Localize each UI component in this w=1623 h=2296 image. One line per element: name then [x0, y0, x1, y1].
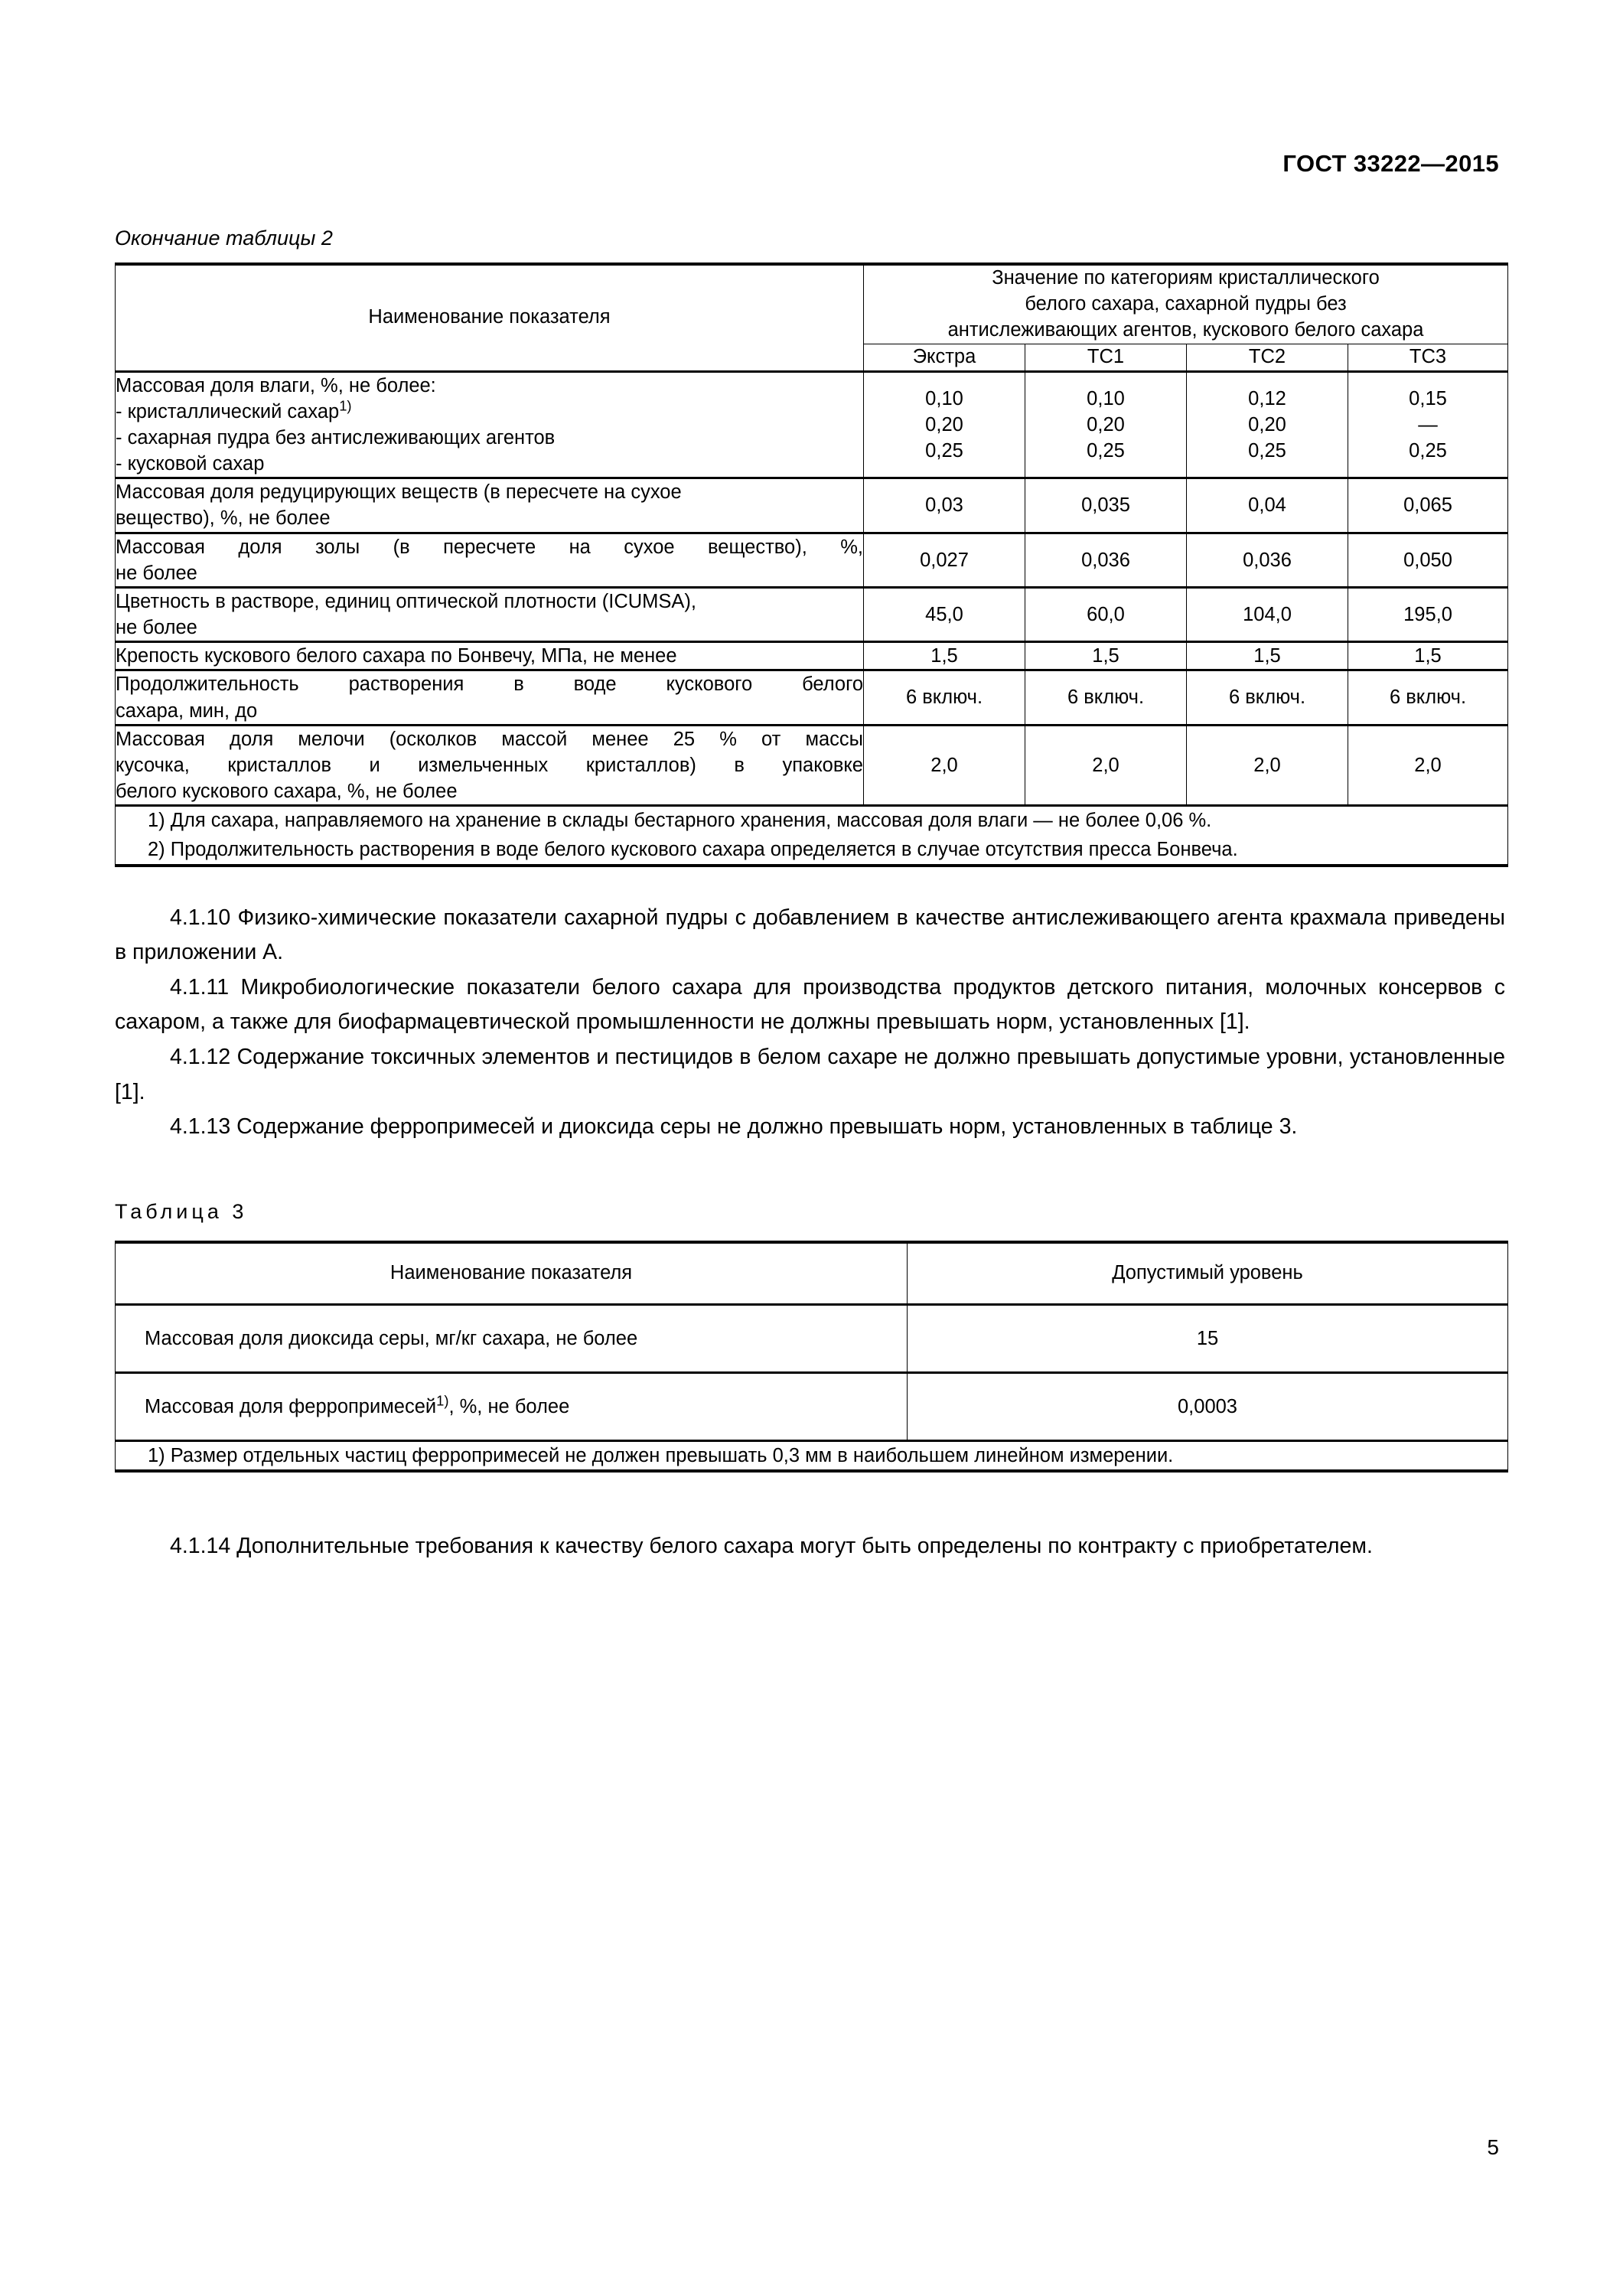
footnote-marker-1: 1)	[436, 1392, 449, 1409]
row5-line1: сахара, мин, до	[116, 700, 258, 722]
table-row	[116, 1372, 1508, 1440]
table-2	[115, 263, 1508, 867]
table3-footnote-1: 1) Размер отдельных частиц ферропримесей не должен превышать 0,3 мм в наибольшем линейном измерении.	[148, 1444, 1174, 1466]
table2-row5-name: Продолжительность растворения в воде кускового белого сахара, мин, до	[116, 670, 864, 725]
table2-row1-val3: 0,065	[1348, 478, 1508, 533]
table2-row4-name: Крепость кускового белого сахара по Бонвечу, МПа, не менее	[116, 642, 864, 670]
table-row	[116, 1304, 1508, 1372]
table2-footnote-2: 2) Продолжительность растворения в воде белого кускового сахара определяется в случае отсутствия пресса Бонвеча.	[148, 839, 1238, 861]
table3-footnotes	[116, 1440, 1508, 1471]
row0-line1: - кристаллический сахар$^{1)}$	[116, 397, 352, 422]
table3-header-row	[116, 1242, 1508, 1304]
paragraph-4-1-13: 4.1.13 Содержание ферропримесей и диоксида серы не должно превышать норм, установленных в таблице 3.	[170, 1114, 1298, 1140]
paragraph-4-1-14: 4.1.14 Дополнительные требования к качеству белого сахара могут быть определены по контракту с приобретателем.	[170, 1534, 1373, 1559]
table2-row3-val1: 60,0	[1025, 587, 1187, 641]
table2-row0-val2: 0,12 0,20 0,25	[1187, 371, 1348, 478]
table2-row3-val2: 104,0	[1187, 587, 1348, 641]
table2-row0-name	[116, 371, 864, 478]
table2-column-ts3: ТС3	[1348, 344, 1508, 371]
table2-row1-val0: 0,03	[864, 478, 1025, 533]
page-number: 5	[1487, 2135, 1499, 2159]
table2-column-ekstra: Экстра	[864, 344, 1025, 371]
table2-row5-val3: 6 включ.	[1348, 670, 1508, 725]
table2-row4-val3: 1,5	[1348, 642, 1508, 670]
table-row	[116, 587, 1508, 641]
table2-row6-val0: 2,0	[864, 725, 1025, 805]
footnote-marker-1: 1)	[339, 397, 352, 414]
table2-row5-val2: 6 включ.	[1187, 670, 1348, 725]
tail-paragraphs	[115, 1529, 1508, 1564]
row0-line2: - сахарная пудра без антислеживающих агентов	[116, 426, 556, 448]
table3-row1-name: Массовая доля ферропримесей$^{1)}$, %, не более	[116, 1372, 908, 1440]
table2-header-group-line1: Значение по категориям кристаллического	[992, 267, 1380, 289]
table2-row5-val0: 6 включ.	[864, 670, 1025, 725]
table2-row2-val1: 0,036	[1025, 533, 1187, 587]
body-paragraphs	[115, 901, 1508, 1145]
table2-column-ts1: ТС1	[1025, 344, 1187, 371]
table2-row4-val0: 1,5	[864, 642, 1025, 670]
table2-row5-val1: 6 включ.	[1025, 670, 1187, 725]
table2-column-ts2: ТС2	[1187, 344, 1348, 371]
row0-line0: Массовая доля влаги, %, не более:	[116, 374, 436, 396]
table2-row0-val1: 0,10 0,20 0,25	[1025, 371, 1187, 478]
row0-line3: - кусковой сахар	[116, 453, 265, 475]
table2-header-group-line2: белого сахара, сахарной пудры без	[1025, 292, 1347, 315]
table-row	[116, 725, 1508, 805]
table-row	[116, 533, 1508, 587]
table2-footnote-1: 1) Для сахара, направляемого на хранение в склады бестарного хранения, массовая доля влаги — не более 0,06 %.	[148, 810, 1212, 832]
table3-header-value: Допустимый уровень	[908, 1242, 1508, 1304]
table2-row2-name: Массовая доля золы (в пересчете на сухое вещество), %, не более	[116, 533, 864, 587]
table2-row4-val1: 1,5	[1025, 642, 1187, 670]
table2-row3-val0: 45,0	[864, 587, 1025, 641]
table2-footnotes	[116, 806, 1508, 866]
table3-row1-value: 0,0003	[908, 1372, 1508, 1440]
table2-caption: Окончание таблицы 2	[115, 227, 333, 249]
table2-row6-name: Массовая доля мелочи (осколков массой менее 25 % от массы кусочка, кристаллов и измельченных кристаллов) в упаковке белого кускового сахара, %, не более	[116, 725, 864, 805]
table-row	[116, 642, 1508, 670]
paragraph-4-1-10: 4.1.10 Физико-химические показатели сахарной пудры с добавлением в качестве антислеживающего агента крахмала приведены в приложении А.	[115, 905, 1505, 965]
table2-header-group	[864, 264, 1508, 344]
table2-row3-val3: 195,0	[1348, 587, 1508, 641]
table-row	[116, 670, 1508, 725]
table2-row1-val2: 0,04	[1187, 478, 1348, 533]
table2-row0-val0: 0,10 0,20 0,25	[864, 371, 1025, 478]
table2-row6-val1: 2,0	[1025, 725, 1187, 805]
table2-row4-val2: 1,5	[1187, 642, 1348, 670]
table2-header-group-line3: антислеживающих агентов, кускового белого сахара	[947, 318, 1424, 341]
table2-row2-val0: 0,027	[864, 533, 1025, 587]
table2-row2-val3: 0,050	[1348, 533, 1508, 587]
table3-caption: Таблица 3	[115, 1199, 248, 1223]
table3-row0-name: Массовая доля диоксида серы, мг/кг сахара, не более	[116, 1304, 908, 1372]
table2-row3-name: Цветность в растворе, единиц оптической плотности (ICUMSA), не более	[116, 587, 864, 641]
table2-header-name: Наименование показателя	[116, 264, 864, 371]
table2-row1-val1: 0,035	[1025, 478, 1187, 533]
table3-header-name: Наименование показателя	[116, 1242, 908, 1304]
page-title: ГОСТ 33222—2015	[1282, 150, 1499, 177]
table-3	[115, 1241, 1508, 1473]
table2-row1-name: Массовая доля редуцирующих веществ (в пересчете на сухое вещество), %, не более	[116, 478, 864, 533]
table2-header-row	[116, 264, 1508, 344]
table2-row2-val2: 0,036	[1187, 533, 1348, 587]
table2-row0-val3: 0,15 — 0,25	[1348, 371, 1508, 478]
paragraph-4-1-11: 4.1.11 Микробиологические показатели белого сахара для производства продуктов детского питания, молочных консервов с сахаром, а также для биофармацевтической промышленности не должны превышать норм, установленных [1].	[115, 974, 1505, 1035]
table-row	[116, 478, 1508, 533]
table3-footnotes-row	[116, 1440, 1508, 1471]
table-row	[116, 371, 1508, 478]
table2-row6-val2: 2,0	[1187, 725, 1348, 805]
table2-row6-val3: 2,0	[1348, 725, 1508, 805]
paragraph-4-1-12: 4.1.12 Содержание токсичных элементов и пестицидов в белом сахаре не должно превышать допустимые уровни, установленные [1].	[115, 1044, 1505, 1104]
table2-footnotes-row	[116, 806, 1508, 866]
table3-row0-value: 15	[908, 1304, 1508, 1372]
